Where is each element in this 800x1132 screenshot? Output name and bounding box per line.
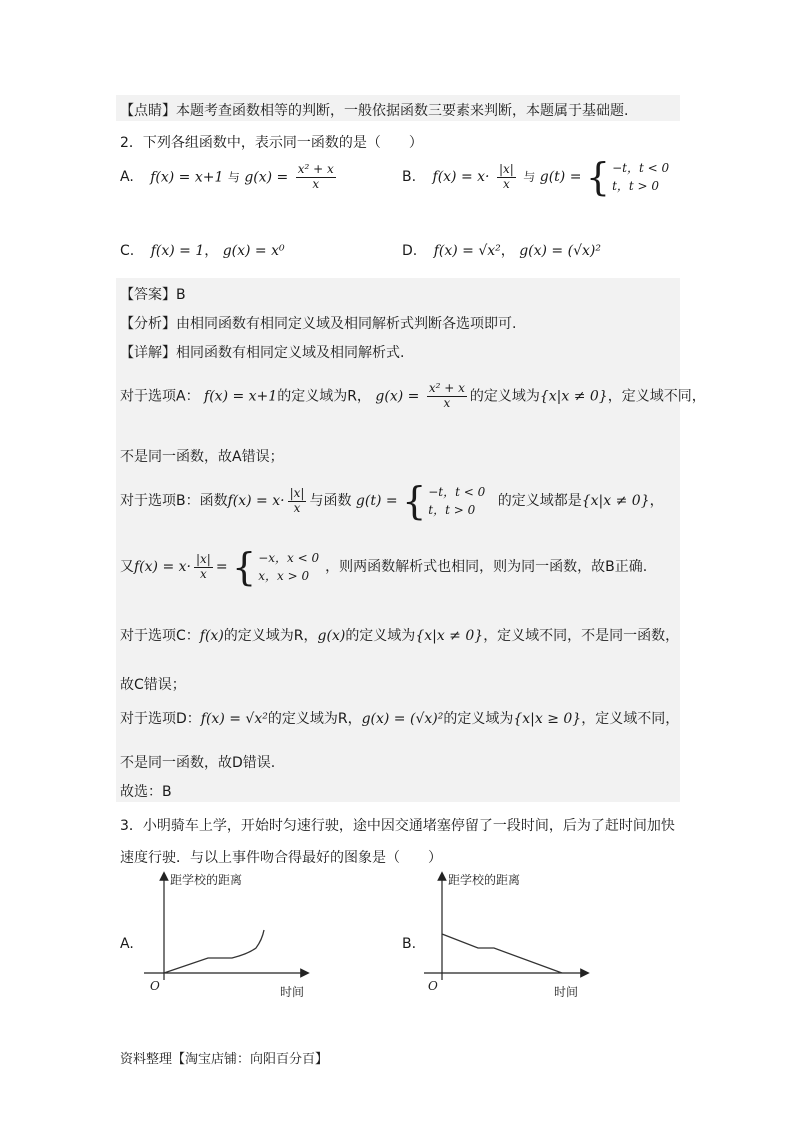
b1-mid2: 的定义域都是 [497, 493, 582, 509]
b2-end: ，则两函数解析式也相同，则为同一函数，故B正确. [325, 559, 648, 575]
b1-prefix: 对于选项B：函数 [120, 493, 228, 509]
answer-label: 【答案】 [120, 287, 176, 303]
a1-mid: 的定义域为R， [277, 388, 371, 405]
option-d-f: f(x) = √x² [433, 243, 501, 259]
tip-text: 本题考查函数相等的判断，一般依据函数三要素来判断，本题属于基础题. [176, 103, 629, 119]
q2-option-d [402, 240, 601, 260]
option-d-g: g(x) = (√x)² [519, 243, 601, 259]
q3-line1: 3．小明骑车上学，开始时匀速行驶，途中因交通堵塞停留了一段时间，后为了赶时间加快 [120, 818, 675, 834]
a1-mid2: 的定义域为 [469, 388, 540, 405]
graph-b-xlabel: 时间 [554, 985, 579, 999]
detail-text: 相同函数有相同定义域及相同解析式. [176, 345, 405, 361]
graph-b-curve [442, 934, 562, 973]
option-d-label: D. [402, 243, 418, 259]
b2-den: x [200, 566, 207, 581]
choice-line: 故选：B [120, 784, 172, 800]
option-a-label: A. [120, 169, 134, 186]
a1-num: x² + x [428, 381, 465, 395]
graph-a-xlabel: 时间 [280, 985, 305, 999]
graph-b-ylabel: 距学校的距离 [448, 873, 521, 887]
option-c-sep: ， [204, 243, 219, 259]
a1-f: f(x) = x+1 [204, 388, 278, 405]
analysis-line [120, 313, 516, 333]
option-a-link: 与 [227, 170, 240, 185]
tip-line [120, 100, 628, 120]
footer: 资料整理【淘宝店铺：向阳百分百】 [120, 1052, 329, 1067]
option-a-den: x [312, 176, 320, 191]
detail-a-line1 [120, 382, 706, 411]
q2-stem: 2．下列各组函数中，表示同一函数的是（ ） [120, 135, 423, 151]
a1-g: g(x) = [375, 388, 420, 405]
q2-option-c [120, 240, 285, 260]
option-b-num: |x| [498, 161, 514, 176]
detail-c-line1 [120, 625, 679, 645]
detail-d-line2: 不是同一函数，故D错误. [120, 755, 276, 771]
b2-case1: −x，x < 0 [258, 551, 320, 565]
graph-b-label: B. [402, 936, 417, 952]
q2-option-b: B. f(x) = x· $\frac{|x|}{x}$ 与 g(t) = { −t，t < 0 t，t > 0 [402, 155, 670, 199]
c1-prefix: 对于选项C： [120, 628, 200, 644]
a1-set: {x|x ≠ 0} [539, 388, 608, 405]
answer-value: B [176, 287, 186, 303]
option-c-f: f(x) = 1 [150, 243, 205, 259]
b1-end: ， [649, 493, 664, 509]
option-b-den: x [502, 176, 510, 191]
tip-label: 【点睛】 [120, 103, 176, 119]
option-c-g: g(x) = x⁰ [222, 243, 285, 259]
b1-mid: 与函数 [309, 493, 352, 509]
c1-f: f(x) [199, 628, 224, 644]
option-b-g: g(t) = [539, 169, 582, 185]
graph-b [420, 868, 600, 1002]
option-a-f: f(x) = x+1 [150, 169, 224, 186]
b1-case1: −t，t < 0 [428, 485, 486, 499]
detail-d-line1 [120, 708, 679, 728]
c1-set: {x|x ≠ 0} [415, 628, 484, 644]
q3-line2: 速度行驶．与以上事件吻合得最好的图象是（ ） [120, 850, 442, 866]
d1-prefix: 对于选项D： [120, 711, 201, 727]
a1-den: x [443, 395, 451, 410]
d1-g: g(x) = (√x)² [361, 711, 444, 727]
detail-line [120, 342, 404, 362]
detail-a-line2: 不是同一函数，故A错误； [120, 449, 284, 465]
b1-num: |x| [289, 485, 305, 500]
b1-case2: t，t > 0 [428, 503, 476, 517]
detail-b-line2: 又f(x) = x· $\frac{|x|}{x}$ = { −x，x < 0 x，x > 0 ，则两函数解析式也相同，则为同一函数，故B正确. [120, 545, 648, 589]
option-b-label: B. [402, 169, 417, 185]
b2-prefix: 又 [120, 559, 134, 575]
option-d-sep: ， [500, 243, 515, 259]
option-a-g: g(x) = [244, 169, 289, 186]
c1-mid: 的定义域为R， [223, 628, 318, 644]
c1-end: ，定义域不同，不是同一函数， [483, 628, 680, 644]
c1-mid2: 的定义域为 [345, 628, 416, 644]
d1-mid2: 的定义域为 [443, 711, 514, 727]
b2-case2: x，x > 0 [258, 569, 310, 583]
b1-den: x [293, 500, 301, 515]
b2-num: |x| [195, 551, 211, 566]
b1-f: f(x) = x· [227, 493, 285, 509]
graph-a-label: A. [120, 936, 134, 952]
option-b-f: f(x) = x· [432, 169, 490, 185]
graph-a-origin: O [150, 979, 160, 993]
option-c-label: C. [120, 243, 135, 259]
option-b-link: 与 [523, 170, 536, 184]
b2-f: f(x) = x· [134, 559, 191, 575]
graph-a [140, 868, 320, 1002]
answer-line [120, 284, 186, 304]
graph-b-origin: O [428, 979, 438, 993]
d1-mid: 的定义域为R， [267, 711, 362, 727]
b1-g: g(t) = [355, 493, 398, 509]
c1-g: g(x) [317, 628, 346, 644]
option-a-num: x² + x [297, 162, 334, 176]
detail-c-line2: 故C错误； [120, 677, 186, 693]
b1-set: {x|x ≠ 0} [581, 493, 650, 509]
detail-label: 【详解】 [120, 345, 176, 361]
b2-eq: = [215, 559, 228, 575]
d1-f: f(x) = √x² [200, 711, 268, 727]
analysis-label: 【分析】 [120, 316, 176, 332]
d1-set: {x|x ≥ 0} [513, 711, 582, 727]
q2-option-a [120, 163, 339, 192]
d1-end: ，定义域不同， [581, 711, 680, 727]
a1-end: ，定义域不同， [607, 388, 706, 405]
detail-b-line1: 对于选项B：函数f(x) = x· $\frac{|x|}{x}$ 与函数 g(t) = { −t，t < 0 t，t > 0 的定义域都是{x|x ≠ 0}， [120, 479, 664, 523]
option-b-case1: −t，t < 0 [612, 161, 670, 175]
a1-prefix: 对于选项A： [120, 388, 200, 405]
graph-a-curve [164, 930, 264, 973]
analysis-text: 由相同函数有相同定义域及相同解析式判断各选项即可. [176, 316, 517, 332]
graph-a-ylabel: 距学校的距离 [170, 873, 243, 887]
option-b-case2: t，t > 0 [612, 179, 660, 193]
